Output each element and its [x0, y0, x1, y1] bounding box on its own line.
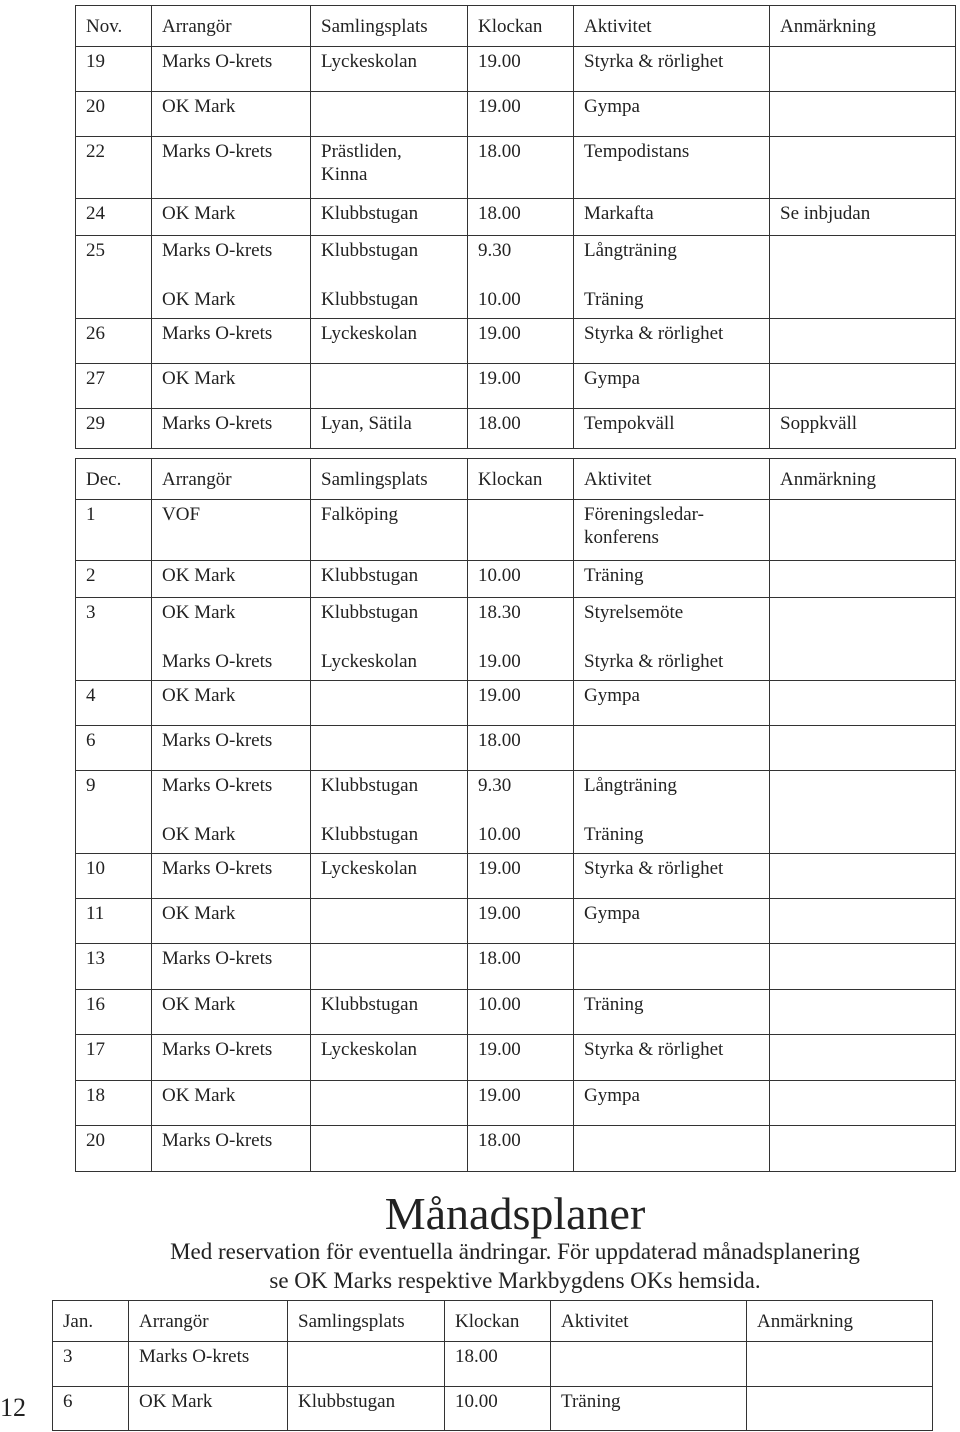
arranger-cell: Marks O-krets	[152, 944, 311, 990]
activity-cell: Gympa	[574, 92, 770, 137]
november-schedule-table	[75, 5, 956, 449]
remark-cell	[770, 681, 956, 726]
header-arranger: Arrangör	[152, 6, 311, 47]
place-cell: Lyckeskolan	[311, 854, 468, 899]
time-cell: 18.00	[468, 726, 574, 771]
remark-cell	[770, 854, 956, 899]
table-row	[76, 644, 956, 681]
day-cell: 25	[76, 236, 152, 282]
header-meeting-place: Samlingsplats	[311, 459, 468, 500]
table-row	[76, 854, 956, 899]
table-row	[76, 598, 956, 644]
day-cell: 1	[76, 500, 152, 561]
place-cell	[311, 726, 468, 771]
remark-cell	[770, 561, 956, 598]
arranger-cell: Marks O-krets	[152, 47, 311, 92]
table-row	[76, 47, 956, 92]
page-number: 12	[0, 1393, 26, 1422]
header-activity: Aktivitet	[574, 459, 770, 500]
arranger-cell: Marks O-krets	[152, 1126, 311, 1172]
table-header-row	[76, 459, 956, 500]
time-cell: 19.00	[468, 92, 574, 137]
arranger-cell: OK Mark	[129, 1387, 288, 1431]
remark-cell	[770, 47, 956, 92]
place-cell: Klubbstugan	[311, 598, 468, 644]
remark-cell	[770, 944, 956, 990]
time-cell: 19.00	[468, 1081, 574, 1126]
place-cell: Prästliden, Kinna	[311, 137, 468, 199]
header-time: Klockan	[468, 459, 574, 500]
table-row	[76, 137, 956, 199]
day-cell: 10	[76, 854, 152, 899]
header-remark: Anmärkning	[770, 459, 956, 500]
header-activity: Aktivitet	[574, 6, 770, 47]
day-cell: 6	[76, 726, 152, 771]
time-cell: 10.00	[468, 990, 574, 1035]
time-cell: 18.00	[468, 199, 574, 236]
time-cell: 19.00	[468, 899, 574, 944]
activity-cell: Tempokväll	[574, 409, 770, 449]
activity-cell	[574, 1126, 770, 1172]
activity-cell: Styrelsemöte	[574, 598, 770, 644]
day-cell: 3	[76, 598, 152, 644]
activity-cell: Föreningsledar- konferens	[574, 500, 770, 561]
time-cell: 18.00	[468, 944, 574, 990]
remark-cell: Soppkväll	[770, 409, 956, 449]
arranger-cell: VOF	[152, 500, 311, 561]
arranger-cell: OK Mark	[152, 681, 311, 726]
place-cell	[288, 1342, 445, 1387]
table-row	[76, 282, 956, 319]
day-cell: 19	[76, 47, 152, 92]
time-cell: 18.30	[468, 598, 574, 644]
table-row	[76, 726, 956, 771]
activity-cell: Gympa	[574, 1081, 770, 1126]
day-cell	[76, 817, 152, 854]
remark-cell	[770, 282, 956, 319]
time-cell: 19.00	[468, 854, 574, 899]
arranger-cell: OK Mark	[152, 364, 311, 409]
arranger-cell: Marks O-krets	[152, 771, 311, 817]
table-row	[76, 409, 956, 449]
activity-cell: Styrka & rörlighet	[574, 854, 770, 899]
table-row	[76, 364, 956, 409]
day-cell: 9	[76, 771, 152, 817]
time-cell	[468, 500, 574, 561]
table-row	[76, 92, 956, 137]
remark-cell	[770, 500, 956, 561]
place-cell: Klubbstugan	[311, 561, 468, 598]
arranger-cell: Marks O-krets	[152, 1035, 311, 1081]
remark-cell	[770, 817, 956, 854]
table-row	[76, 236, 956, 282]
day-cell: 20	[76, 1126, 152, 1172]
activity-cell: Träning	[551, 1387, 747, 1431]
place-cell: Klubbstugan	[311, 282, 468, 319]
arranger-cell: OK Mark	[152, 92, 311, 137]
activity-cell: Träning	[574, 990, 770, 1035]
place-cell	[311, 92, 468, 137]
place-cell: Lyckeskolan	[311, 319, 468, 364]
arranger-cell: Marks O-krets	[129, 1342, 288, 1387]
header-activity: Aktivitet	[551, 1301, 747, 1342]
arranger-cell: OK Mark	[152, 561, 311, 598]
day-cell: 13	[76, 944, 152, 990]
remark-cell	[770, 644, 956, 681]
table-row	[53, 1342, 933, 1387]
activity-cell: Gympa	[574, 364, 770, 409]
table-header-row	[53, 1301, 933, 1342]
remark-cell	[770, 137, 956, 199]
header-month: Nov.	[76, 6, 152, 47]
arranger-cell: OK Mark	[152, 598, 311, 644]
time-cell: 10.00	[468, 282, 574, 319]
table-row	[76, 944, 956, 990]
time-cell: 19.00	[468, 364, 574, 409]
activity-cell	[574, 944, 770, 990]
place-cell: Lyckeskolan	[311, 644, 468, 681]
time-cell: 18.00	[468, 409, 574, 449]
table-row	[76, 990, 956, 1035]
remark-cell	[770, 319, 956, 364]
arranger-cell: OK Mark	[152, 282, 311, 319]
place-cell	[311, 364, 468, 409]
place-cell	[311, 944, 468, 990]
activity-cell: Träning	[574, 561, 770, 598]
place-cell	[311, 1126, 468, 1172]
remark-cell	[770, 1035, 956, 1081]
table-row	[76, 561, 956, 598]
day-cell: 24	[76, 199, 152, 236]
remark-cell: Se inbjudan	[770, 199, 956, 236]
day-cell: 4	[76, 681, 152, 726]
table-row	[76, 1081, 956, 1126]
time-cell: 19.00	[468, 319, 574, 364]
arranger-cell: OK Mark	[152, 1081, 311, 1126]
day-cell	[76, 644, 152, 681]
activity-cell: Markafta	[574, 199, 770, 236]
place-cell: Lyckeskolan	[311, 1035, 468, 1081]
arranger-cell: OK Mark	[152, 990, 311, 1035]
activity-cell: Styrka & rörlighet	[574, 644, 770, 681]
arranger-cell: Marks O-krets	[152, 854, 311, 899]
activity-cell	[574, 726, 770, 771]
day-cell	[76, 282, 152, 319]
activity-cell: Gympa	[574, 681, 770, 726]
remark-cell	[770, 899, 956, 944]
remark-cell	[770, 92, 956, 137]
day-cell: 11	[76, 899, 152, 944]
remark-cell	[770, 1126, 956, 1172]
day-cell: 16	[76, 990, 152, 1035]
place-cell	[311, 1081, 468, 1126]
time-cell: 19.00	[468, 644, 574, 681]
place-cell: Lyckeskolan	[311, 47, 468, 92]
table-row	[76, 681, 956, 726]
arranger-cell: Marks O-krets	[152, 644, 311, 681]
remark-cell	[747, 1342, 933, 1387]
day-cell: 20	[76, 92, 152, 137]
activity-cell: Långträning	[574, 771, 770, 817]
activity-cell: Styrka & rörlighet	[574, 47, 770, 92]
table-row	[76, 500, 956, 561]
place-cell: Klubbstugan	[288, 1387, 445, 1431]
remark-cell	[770, 598, 956, 644]
header-meeting-place: Samlingsplats	[311, 6, 468, 47]
arranger-cell: OK Mark	[152, 199, 311, 236]
time-cell: 19.00	[468, 681, 574, 726]
arranger-cell: Marks O-krets	[152, 726, 311, 771]
table-row	[76, 771, 956, 817]
activity-cell: Tempodistans	[574, 137, 770, 199]
remark-cell	[770, 1081, 956, 1126]
place-cell: Lyan, Sätila	[311, 409, 468, 449]
place-cell	[311, 899, 468, 944]
day-cell: 29	[76, 409, 152, 449]
remark-cell	[747, 1387, 933, 1431]
activity-cell: Långträning	[574, 236, 770, 282]
activity-cell: Träning	[574, 282, 770, 319]
time-cell: 10.00	[468, 561, 574, 598]
header-remark: Anmärkning	[747, 1301, 933, 1342]
activity-cell: Gympa	[574, 899, 770, 944]
place-cell: Klubbstugan	[311, 199, 468, 236]
table-row	[76, 899, 956, 944]
remark-cell	[770, 726, 956, 771]
day-cell: 3	[53, 1342, 129, 1387]
header-time: Klockan	[445, 1301, 551, 1342]
place-cell: Klubbstugan	[311, 771, 468, 817]
table-row	[76, 817, 956, 854]
day-cell: 18	[76, 1081, 152, 1126]
day-cell: 26	[76, 319, 152, 364]
arranger-cell: Marks O-krets	[152, 137, 311, 199]
header-time: Klockan	[468, 6, 574, 47]
page-title: Månadsplaner	[384, 1188, 646, 1239]
day-cell: 22	[76, 137, 152, 199]
place-cell: Klubbstugan	[311, 236, 468, 282]
place-cell: Klubbstugan	[311, 990, 468, 1035]
activity-cell: Träning	[574, 817, 770, 854]
day-cell: 2	[76, 561, 152, 598]
time-cell: 19.00	[468, 1035, 574, 1081]
header-meeting-place: Samlingsplats	[288, 1301, 445, 1342]
reservation-note-line-2: se OK Marks respektive Markbygdens OKs hemsida.	[269, 1268, 761, 1293]
time-cell: 10.00	[445, 1387, 551, 1431]
remark-cell	[770, 990, 956, 1035]
table-row	[76, 319, 956, 364]
place-cell	[311, 681, 468, 726]
reservation-note-line-1: Med reservation för eventuella ändringar. För uppdaterad månadsplanering	[170, 1239, 860, 1264]
arranger-cell: Marks O-krets	[152, 319, 311, 364]
january-schedule-table	[52, 1300, 933, 1431]
activity-cell: Styrka & rörlighet	[574, 319, 770, 364]
place-cell: Falköping	[311, 500, 468, 561]
header-month: Dec.	[76, 459, 152, 500]
december-schedule-table	[75, 458, 956, 1172]
day-cell: 17	[76, 1035, 152, 1081]
time-cell: 9.30	[468, 236, 574, 282]
time-cell: 18.00	[445, 1342, 551, 1387]
table-row	[76, 1126, 956, 1172]
table-row	[53, 1387, 933, 1431]
arranger-cell: OK Mark	[152, 899, 311, 944]
remark-cell	[770, 236, 956, 282]
arranger-cell: Marks O-krets	[152, 409, 311, 449]
time-cell: 9.30	[468, 771, 574, 817]
header-arranger: Arrangör	[129, 1301, 288, 1342]
day-cell: 27	[76, 364, 152, 409]
time-cell: 18.00	[468, 1126, 574, 1172]
arranger-cell: Marks O-krets	[152, 236, 311, 282]
remark-cell	[770, 771, 956, 817]
table-row	[76, 199, 956, 236]
header-month: Jan.	[53, 1301, 129, 1342]
arranger-cell: OK Mark	[152, 817, 311, 854]
time-cell: 18.00	[468, 137, 574, 199]
activity-cell	[551, 1342, 747, 1387]
time-cell: 19.00	[468, 47, 574, 92]
day-cell: 6	[53, 1387, 129, 1431]
header-arranger: Arrangör	[152, 459, 311, 500]
place-cell: Klubbstugan	[311, 817, 468, 854]
activity-cell: Styrka & rörlighet	[574, 1035, 770, 1081]
table-row	[76, 1035, 956, 1081]
table-header-row	[76, 6, 956, 47]
remark-cell	[770, 364, 956, 409]
time-cell: 10.00	[468, 817, 574, 854]
header-remark: Anmärkning	[770, 6, 956, 47]
